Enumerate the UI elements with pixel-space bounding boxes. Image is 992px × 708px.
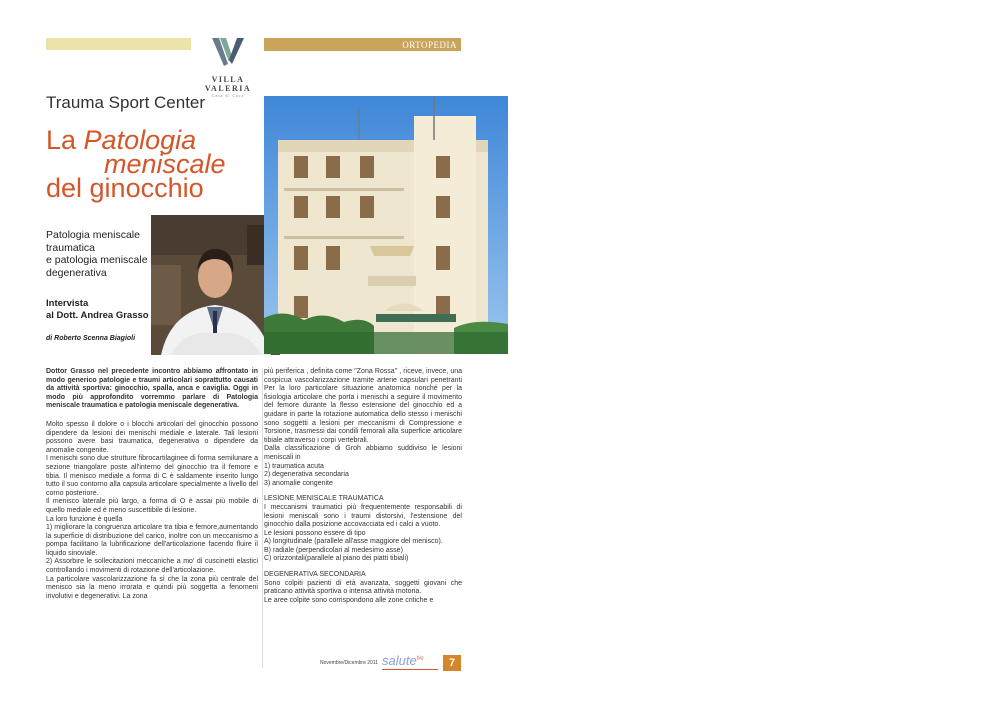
list-item: A) longitudinale (parallele all'asse maggiore del menisco). (264, 538, 443, 546)
paragraph: Le lesioni possono essere di tipo (264, 529, 366, 537)
interview-line: al Dott. Andrea Grasso (46, 310, 149, 321)
header-bar-left (46, 38, 191, 50)
list-item: 1) traumatica acuta (264, 462, 324, 470)
interview-label (46, 298, 151, 322)
paragraph: I meccanismi traumatici più frequentemente responsabili di lesioni meniscali sono i traumi distorsivi, l'estensione del ginocchio dalla posizione accovacciata ed i calci a vuoto. (264, 503, 462, 529)
headline-line2: meniscale (104, 149, 226, 179)
paragraph: Molto spesso il dolore o i blocchi articolari del ginocchio possono dipendere da lesioni dei menischi mediale e laterale. Tali lesioni possono avere basi traumatica, degenerativa o dipendere da anomalie congenite. (46, 420, 258, 454)
headline-line3: del ginocchio (46, 173, 204, 203)
list-item: 2) degenerativa secondaria (264, 471, 349, 479)
doctor-portrait-photo (151, 215, 280, 355)
footer-rule (382, 669, 438, 670)
byline: di Roberto Scenna Biagioli (46, 335, 136, 342)
section-heading: LESIONE MENISCALE TRAUMATICA (264, 495, 384, 503)
lead-paragraph: Dottor Grasso nel precedente incontro abbiamo affrontato in modo generico patologie e traumi articolari soprattutto causati da attività sportiva: ginocchio, spalla, anca e caviglia. Oggi in modo più approfondito vorremmo parlare di Patologia meniscale traumatica e patologia meniscale degenerativa. (46, 368, 258, 410)
issue-date: Novembre/Dicembre 2011 (320, 660, 378, 666)
paragraph: Dalla classificazione di Groh abbiamo suddiviso le lesioni meniscali in (264, 445, 462, 461)
paragraph: 1) migliorare la congruenza articolare tra tibia e femore,aumentando la superficie di distribuzione del carico, inoltre con un meccanismo a pompa facilitano la lubrificazione dell'articolazione facendo fluire il liquido sinoviale. (46, 524, 258, 557)
section-heading: DEGENERATIVA SECONDARIA (264, 571, 366, 579)
article-column-1 (46, 368, 258, 601)
paragraph: Le aree colpite sono corrispondono alle zone critiche e (264, 596, 434, 604)
logo-v-icon (210, 36, 246, 68)
page-number: 7 (443, 655, 461, 671)
subtitle-line: traumatica (46, 241, 96, 254)
subtitle (46, 229, 151, 279)
headline-em: Patologia (83, 125, 197, 155)
subtitle-line: degenerativa (46, 266, 107, 279)
subtitle-line: Patologia meniscale (46, 229, 140, 241)
list-item: 3) anomalie congenite (264, 479, 333, 487)
paragraph: Il menisco laterale più largo, a forma di O è assai più mobile di quello mediale ed è meno suscettibile di lesione. (46, 498, 258, 514)
paragraph: La loro funzione è quella (46, 515, 123, 523)
list-item: B) radiale (perpendicolari al medesimo asse) (264, 546, 403, 554)
article-column-2 (264, 368, 462, 605)
logo-subtitle: Casa di Cura (211, 93, 245, 98)
paragraph: 2) Assorbire le sollecitazioni meccaniche a mo' di cuscinetti elastici controllando i movimenti di rotazione dell'articolazione. (46, 558, 258, 575)
brand-name: salute (382, 653, 417, 668)
headline (46, 125, 226, 203)
kicker: Trauma Sport Center (46, 93, 206, 112)
paragraph: più periferica , definita come "Zona Rossa" , riceve, invece, una cospicua vascolarizzazione tramite arterie capsulari penetranti Per la loro particolare situazione anatomica nonché per la fisiologia articolare che porta i menischi a seguire il movimento del femore durante la flesso estensione del ginocchio ed a guidare in parte la rotazione automatica dello stesso i menischi sono soggetti a lesioni per meccanismi di Compressione e Torsione, trasmessi dai condili femorali alla superficie articolare tibiale attraverso i corpi vertebrali. (264, 368, 462, 444)
section-label: ORTOPEDIA (402, 40, 457, 50)
logo-name: VILLA VALERIA (204, 75, 252, 93)
interview-line: Intervista (46, 298, 89, 309)
paragraph: I menischi sono due strutture fibrocartilaginee di forma semilunare a sezione triangolare poste all'interno del ginocchio tra il femore e tibia. Il menisco mediale a forma di C è saldamente inserito lungo tutto il suo contorno alla capsula articolare specialmente a livello del corno posteriore. (46, 455, 258, 497)
clinic-building-photo (264, 96, 508, 354)
paragraph: Sono colpiti pazienti di età avanzata, soggetti giovani che praticano attività sportiva o intensa attività motoria. (264, 579, 462, 596)
villa-valeria-logo (190, 36, 266, 98)
magazine-brand (382, 653, 423, 668)
list-item: C) orizzontali(parallele al piano dei piatti tibiali) (264, 555, 409, 563)
headline-prefix: La (46, 125, 84, 155)
subtitle-line: e patologia meniscale (46, 254, 148, 266)
paragraph: La particolare vascolarizzazione fa sì che la zona più centrale del menisco sia la meno irrorata e quindi più soggetta a fenomeni involutivi e degenerativi. La zona (46, 575, 258, 600)
brand-superscript: bio (416, 655, 424, 662)
column-divider (262, 368, 263, 668)
